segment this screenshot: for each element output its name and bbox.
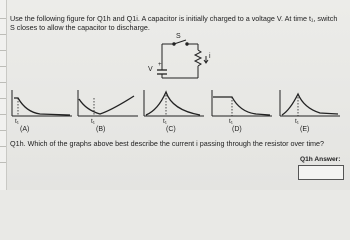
graph-a-curve <box>14 98 70 115</box>
graph-e-time-label: t₁ <box>295 118 299 125</box>
graph-c-curve <box>146 92 200 115</box>
current-label: i <box>209 53 211 60</box>
graph-e-curve <box>282 94 338 115</box>
choice-d-label: (D) <box>232 126 242 133</box>
choice-b-label: (B) <box>96 126 106 133</box>
graph-c-time-label: t₁ <box>163 118 167 125</box>
graph-d-time-label: t₁ <box>229 118 233 125</box>
graph-d-curve <box>213 97 270 115</box>
choice-e-label: (E) <box>300 126 310 133</box>
plus-sign: + <box>158 62 162 68</box>
graph-b-curve <box>79 96 134 114</box>
voltage-label: V <box>148 66 153 73</box>
question-text: Q1h. Which of the graphs above best describe the current i passing through the resistor over time? <box>10 139 325 148</box>
graph-c <box>144 90 204 116</box>
intro-text: Use the following figure for Q1h and Q1i. A capacitor is initially charged to a voltage V. At time t₁, switch S closes to allow the capacitor to discharge. <box>10 14 338 32</box>
graph-b-time-label: t₁ <box>91 118 95 125</box>
graph-a-time-label: t₁ <box>15 118 19 125</box>
choice-a-label: (A) <box>20 126 30 133</box>
answer-box[interactable] <box>298 165 344 180</box>
graph-d <box>212 90 272 116</box>
choice-c-label: (C) <box>166 126 176 133</box>
answer-label: Q1h Answer: <box>300 156 341 163</box>
switch-label: S <box>176 33 181 40</box>
graph-b <box>78 90 138 116</box>
graph-a <box>12 90 72 116</box>
graph-e <box>280 90 340 116</box>
